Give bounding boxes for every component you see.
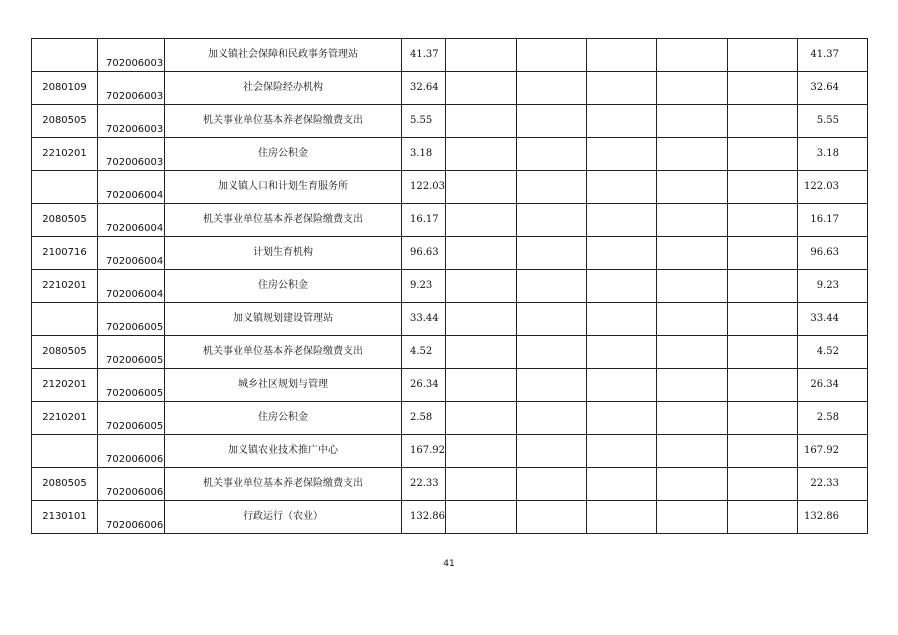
- amount-cell: 5.55: [402, 105, 446, 138]
- item-name-cell: 住房公积金: [165, 270, 402, 303]
- item-name-cell: 机关事业单位基本养老保险缴费支出: [165, 468, 402, 501]
- empty-cell: [446, 270, 517, 303]
- empty-cell: [517, 237, 587, 270]
- unit-code-cell: 702006005: [98, 336, 165, 369]
- empty-cell: [657, 237, 728, 270]
- empty-cell: [587, 336, 657, 369]
- unit-code-cell: 702006003: [98, 39, 165, 72]
- amount-cell: 96.63: [402, 237, 446, 270]
- subject-code-cell: 2210201: [32, 138, 98, 171]
- empty-cell: [517, 105, 587, 138]
- item-name-cell: 机关事业单位基本养老保险缴费支出: [165, 336, 402, 369]
- empty-cell: [728, 402, 798, 435]
- empty-cell: [517, 336, 587, 369]
- amount-cell: 4.52: [402, 336, 446, 369]
- unit-code-cell: 702006006: [98, 435, 165, 468]
- empty-cell: [517, 39, 587, 72]
- empty-cell: [446, 105, 517, 138]
- amount-cell: 16.17: [402, 204, 446, 237]
- empty-cell: [728, 72, 798, 105]
- empty-cell: [587, 105, 657, 138]
- empty-cell: [728, 138, 798, 171]
- amount-cell: 132.86: [402, 501, 446, 534]
- empty-cell: [587, 270, 657, 303]
- total-cell: 32.64: [798, 72, 868, 105]
- subject-code-cell: [32, 171, 98, 204]
- table-row: [32, 303, 868, 336]
- empty-cell: [446, 468, 517, 501]
- table-row: [32, 468, 868, 501]
- empty-cell: [517, 270, 587, 303]
- empty-cell: [517, 435, 587, 468]
- table-row: [32, 237, 868, 270]
- total-cell: 167.92: [798, 435, 868, 468]
- empty-cell: [587, 369, 657, 402]
- subject-code-cell: 2080109: [32, 72, 98, 105]
- empty-cell: [587, 138, 657, 171]
- table-row: [32, 39, 868, 72]
- amount-cell: 26.34: [402, 369, 446, 402]
- total-cell: 22.33: [798, 468, 868, 501]
- table-row: [32, 204, 868, 237]
- empty-cell: [517, 72, 587, 105]
- empty-cell: [657, 72, 728, 105]
- amount-cell: 32.64: [402, 72, 446, 105]
- empty-cell: [446, 204, 517, 237]
- empty-cell: [728, 468, 798, 501]
- empty-cell: [587, 402, 657, 435]
- empty-cell: [657, 270, 728, 303]
- item-name-cell: 计划生育机构: [165, 237, 402, 270]
- budget-table-body: [32, 39, 868, 534]
- table-row: [32, 270, 868, 303]
- empty-cell: [657, 105, 728, 138]
- item-name-cell: 住房公积金: [165, 138, 402, 171]
- empty-cell: [517, 171, 587, 204]
- item-name-cell: 城乡社区规划与管理: [165, 369, 402, 402]
- empty-cell: [517, 501, 587, 534]
- unit-code-cell: 702006003: [98, 138, 165, 171]
- table-row: [32, 402, 868, 435]
- item-name-cell: 住房公积金: [165, 402, 402, 435]
- empty-cell: [728, 171, 798, 204]
- empty-cell: [446, 402, 517, 435]
- subject-code-cell: 2080505: [32, 204, 98, 237]
- empty-cell: [657, 369, 728, 402]
- empty-cell: [657, 138, 728, 171]
- item-name-cell: 社会保险经办机构: [165, 72, 402, 105]
- subject-code-cell: 2210201: [32, 270, 98, 303]
- empty-cell: [446, 501, 517, 534]
- table-row: [32, 336, 868, 369]
- subject-code-cell: 2080505: [32, 468, 98, 501]
- unit-code-cell: 702006005: [98, 369, 165, 402]
- total-cell: 33.44: [798, 303, 868, 336]
- empty-cell: [657, 303, 728, 336]
- table-row: [32, 72, 868, 105]
- empty-cell: [657, 501, 728, 534]
- subject-code-cell: 2120201: [32, 369, 98, 402]
- subject-code-cell: 2130101: [32, 501, 98, 534]
- total-cell: 41.37: [798, 39, 868, 72]
- subject-code-cell: 2080505: [32, 105, 98, 138]
- empty-cell: [657, 171, 728, 204]
- amount-cell: 3.18: [402, 138, 446, 171]
- unit-code-cell: 702006004: [98, 204, 165, 237]
- empty-cell: [587, 303, 657, 336]
- empty-cell: [728, 501, 798, 534]
- subject-code-cell: [32, 435, 98, 468]
- unit-code-cell: 702006006: [98, 501, 165, 534]
- item-name-cell: 加义镇人口和计划生育服务所: [165, 171, 402, 204]
- empty-cell: [728, 303, 798, 336]
- empty-cell: [657, 336, 728, 369]
- empty-cell: [728, 237, 798, 270]
- empty-cell: [517, 303, 587, 336]
- table-row: [32, 171, 868, 204]
- subject-code-cell: [32, 303, 98, 336]
- empty-cell: [587, 501, 657, 534]
- item-name-cell: 机关事业单位基本养老保险缴费支出: [165, 204, 402, 237]
- empty-cell: [446, 369, 517, 402]
- empty-cell: [657, 39, 728, 72]
- subject-code-cell: 2100716: [32, 237, 98, 270]
- empty-cell: [728, 435, 798, 468]
- empty-cell: [446, 39, 517, 72]
- page-number: 41: [443, 559, 455, 569]
- total-cell: 26.34: [798, 369, 868, 402]
- amount-cell: 22.33: [402, 468, 446, 501]
- amount-cell: 41.37: [402, 39, 446, 72]
- unit-code-cell: 702006003: [98, 72, 165, 105]
- unit-code-cell: 702006005: [98, 303, 165, 336]
- item-name-cell: 机关事业单位基本养老保险缴费支出: [165, 105, 402, 138]
- item-name-cell: 行政运行（农业）: [165, 501, 402, 534]
- unit-code-cell: 702006004: [98, 270, 165, 303]
- empty-cell: [728, 204, 798, 237]
- table-row: [32, 105, 868, 138]
- table-row: [32, 501, 868, 534]
- total-cell: 5.55: [798, 105, 868, 138]
- empty-cell: [587, 39, 657, 72]
- amount-cell: 122.03: [402, 171, 446, 204]
- empty-cell: [587, 237, 657, 270]
- unit-code-cell: 702006005: [98, 402, 165, 435]
- empty-cell: [657, 468, 728, 501]
- empty-cell: [587, 72, 657, 105]
- empty-cell: [446, 72, 517, 105]
- empty-cell: [657, 204, 728, 237]
- empty-cell: [587, 171, 657, 204]
- empty-cell: [517, 468, 587, 501]
- unit-code-cell: 702006004: [98, 237, 165, 270]
- amount-cell: 167.92: [402, 435, 446, 468]
- empty-cell: [517, 204, 587, 237]
- total-cell: 3.18: [798, 138, 868, 171]
- empty-cell: [446, 138, 517, 171]
- empty-cell: [657, 402, 728, 435]
- empty-cell: [728, 39, 798, 72]
- amount-cell: 33.44: [402, 303, 446, 336]
- total-cell: 16.17: [798, 204, 868, 237]
- empty-cell: [587, 468, 657, 501]
- total-cell: 2.58: [798, 402, 868, 435]
- item-name-cell: 加义镇社会保障和民政事务管理站: [165, 39, 402, 72]
- unit-code-cell: 702006006: [98, 468, 165, 501]
- amount-cell: 9.23: [402, 270, 446, 303]
- total-cell: 4.52: [798, 336, 868, 369]
- table-row: [32, 369, 868, 402]
- total-cell: 122.03: [798, 171, 868, 204]
- empty-cell: [446, 336, 517, 369]
- item-name-cell: 加义镇农业技术推广中心: [165, 435, 402, 468]
- unit-code-cell: 702006004: [98, 171, 165, 204]
- total-cell: 9.23: [798, 270, 868, 303]
- table-row: [32, 435, 868, 468]
- item-name-cell: 加义镇规划建设管理站: [165, 303, 402, 336]
- budget-table: [31, 38, 868, 534]
- empty-cell: [728, 369, 798, 402]
- amount-cell: 2.58: [402, 402, 446, 435]
- empty-cell: [657, 435, 728, 468]
- table-row: [32, 138, 868, 171]
- unit-code-cell: 702006003: [98, 105, 165, 138]
- empty-cell: [728, 270, 798, 303]
- empty-cell: [587, 435, 657, 468]
- empty-cell: [517, 138, 587, 171]
- empty-cell: [587, 204, 657, 237]
- total-cell: 132.86: [798, 501, 868, 534]
- empty-cell: [728, 105, 798, 138]
- total-cell: 96.63: [798, 237, 868, 270]
- empty-cell: [517, 402, 587, 435]
- subject-code-cell: 2210201: [32, 402, 98, 435]
- empty-cell: [728, 336, 798, 369]
- subject-code-cell: 2080505: [32, 336, 98, 369]
- empty-cell: [446, 237, 517, 270]
- empty-cell: [517, 369, 587, 402]
- empty-cell: [446, 435, 517, 468]
- empty-cell: [446, 171, 517, 204]
- subject-code-cell: [32, 39, 98, 72]
- empty-cell: [446, 303, 517, 336]
